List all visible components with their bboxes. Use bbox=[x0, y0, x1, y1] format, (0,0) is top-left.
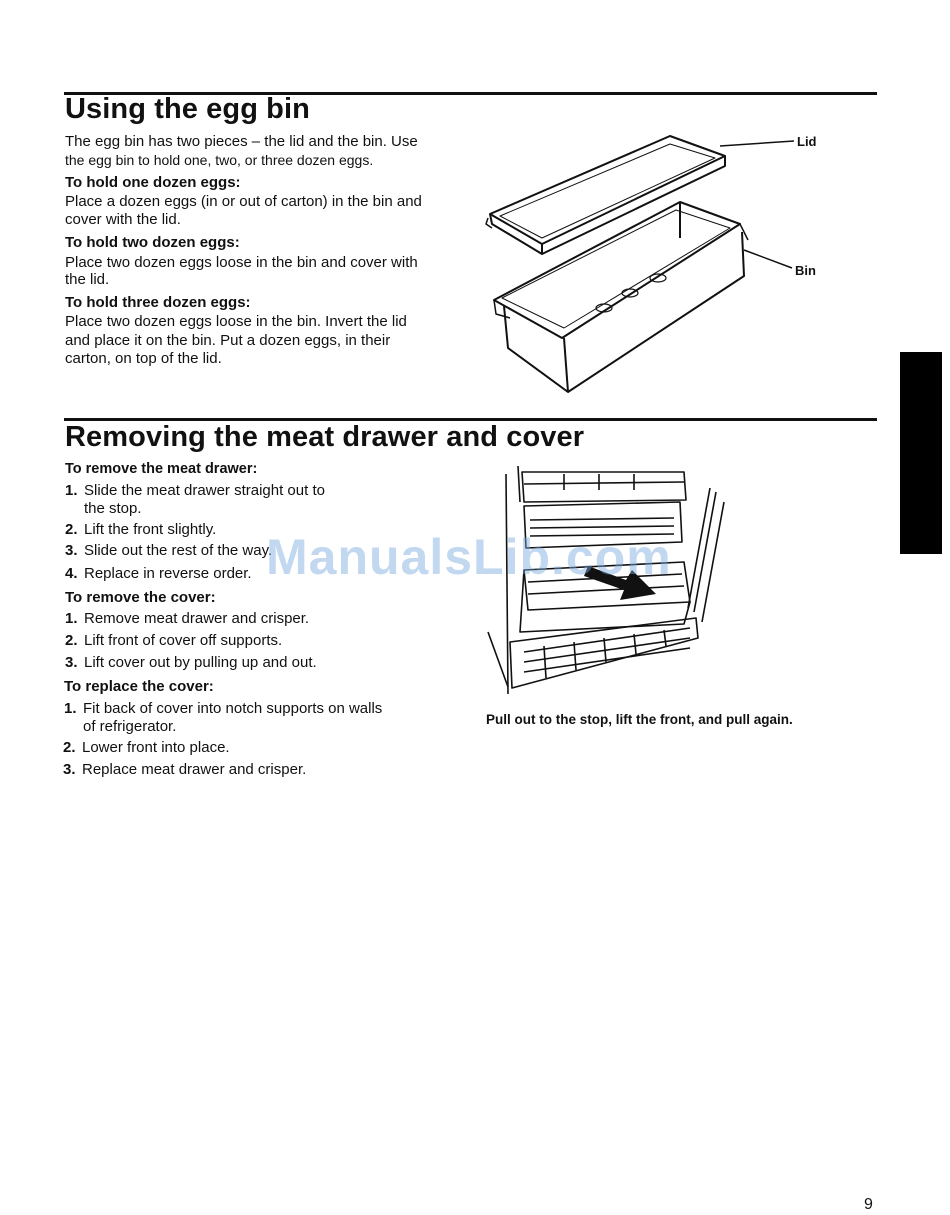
section-tab-marker bbox=[900, 352, 942, 554]
egg-section-title: Using the egg bin bbox=[65, 93, 310, 125]
three-dozen-line-2: and place it on the bin. Put a dozen eggs, in their bbox=[65, 332, 391, 349]
step-text: Remove meat drawer and crisper. bbox=[84, 610, 310, 627]
one-dozen-line-2: cover with the lid. bbox=[65, 211, 181, 228]
remove-cover-heading: To remove the cover: bbox=[65, 589, 216, 606]
egg-intro-line-2: the egg bin to hold one, two, or three dozen eggs. bbox=[65, 152, 374, 168]
two-dozen-line-2: the lid. bbox=[65, 271, 110, 288]
step-text: Slide the meat drawer straight out to bbox=[84, 482, 325, 499]
step-text: Replace in reverse order. bbox=[84, 565, 252, 582]
two-dozen-heading: To hold two dozen eggs: bbox=[65, 234, 240, 251]
replace-cover-step-3 bbox=[63, 761, 306, 779]
bin-label: Bin bbox=[795, 263, 816, 278]
three-dozen-line-3: carton, on top of the lid. bbox=[65, 350, 222, 367]
egg-intro-line-1: The egg bin has two pieces – the lid and the bin. Use bbox=[65, 133, 418, 150]
remove-drawer-step-4 bbox=[65, 565, 252, 583]
three-dozen-heading: To hold three dozen eggs: bbox=[65, 294, 251, 311]
step-text: Replace meat drawer and crisper. bbox=[82, 761, 307, 778]
bin-leader-line bbox=[744, 250, 792, 268]
meat-section-title: Removing the meat drawer and cover bbox=[65, 421, 585, 453]
remove-drawer-step-2 bbox=[65, 521, 216, 539]
step-number: 2. bbox=[65, 521, 78, 538]
step-text-continued: the stop. bbox=[84, 500, 142, 517]
step-number: 3. bbox=[63, 761, 76, 778]
step-text: Lower front into place. bbox=[82, 739, 230, 756]
step-text: Lift front of cover off supports. bbox=[84, 632, 283, 649]
three-dozen-line-1: Place two dozen eggs loose in the bin. Invert the lid bbox=[65, 313, 407, 330]
remove-drawer-heading: To remove the meat drawer: bbox=[65, 461, 258, 477]
step-text-continued: of refrigerator. bbox=[83, 718, 177, 735]
page-number: 9 bbox=[864, 1196, 873, 1213]
remove-drawer-step-1 bbox=[65, 482, 325, 518]
step-number: 4. bbox=[65, 565, 78, 582]
replace-cover-heading: To replace the cover: bbox=[64, 678, 214, 695]
step-number: 1. bbox=[65, 610, 78, 627]
step-text: Lift the front slightly. bbox=[84, 521, 217, 538]
remove-cover-step-3 bbox=[65, 654, 317, 672]
two-dozen-line-1: Place two dozen eggs loose in the bin and cover with bbox=[65, 254, 418, 271]
egg-bin-illustration bbox=[480, 128, 800, 400]
remove-cover-step-2 bbox=[65, 632, 282, 650]
lid-leader-line bbox=[720, 141, 794, 146]
replace-cover-step-1 bbox=[64, 700, 382, 736]
step-text: Slide out the rest of the way. bbox=[84, 542, 273, 559]
remove-drawer-step-3 bbox=[65, 542, 272, 560]
step-text: Lift cover out by pulling up and out. bbox=[84, 654, 317, 671]
step-number: 2. bbox=[65, 632, 78, 649]
step-text: Fit back of cover into notch supports on walls bbox=[83, 700, 383, 717]
remove-cover-step-1 bbox=[65, 610, 309, 628]
step-number: 3. bbox=[65, 654, 78, 671]
step-number: 2. bbox=[63, 739, 76, 756]
step-number: 1. bbox=[65, 482, 78, 499]
step-number: 1. bbox=[64, 700, 77, 717]
lid-label: Lid bbox=[797, 134, 817, 149]
replace-cover-step-2 bbox=[63, 739, 230, 757]
meat-figure-caption: Pull out to the stop, lift the front, and pull again. bbox=[486, 712, 793, 727]
step-number: 3. bbox=[65, 542, 78, 559]
manualslib-watermark: ManualsLib.com bbox=[266, 529, 672, 585]
one-dozen-heading: To hold one dozen eggs: bbox=[65, 174, 241, 191]
one-dozen-line-1: Place a dozen eggs (in or out of carton) in the bin and bbox=[65, 193, 422, 210]
